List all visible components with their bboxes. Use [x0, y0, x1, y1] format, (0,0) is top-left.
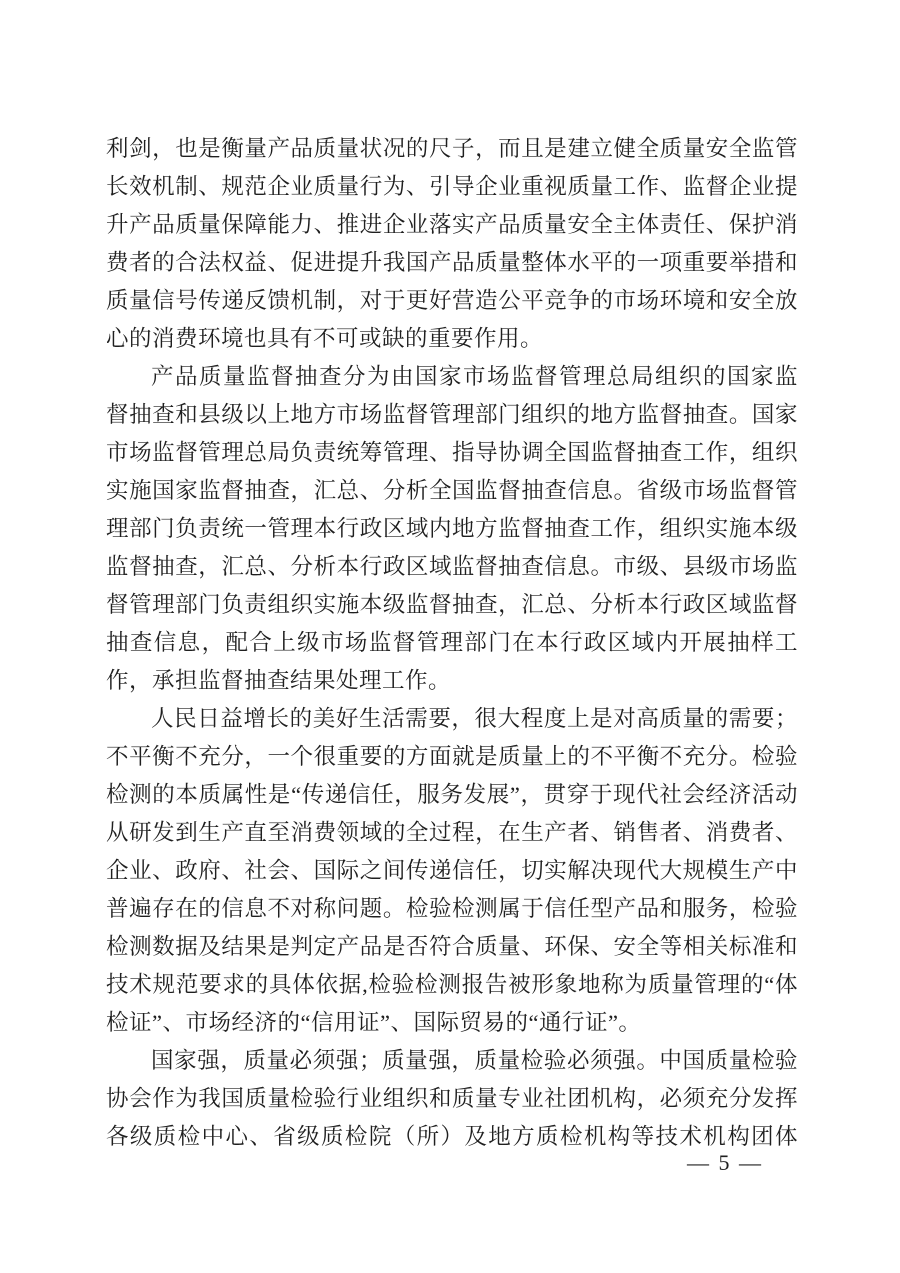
text-line: 不平衡不充分，一个很重要的方面就是质量上的不平衡不充分。检验: [106, 744, 798, 769]
text-line: 监督抽查，汇总、分析本行政区域监督抽查信息。市级、县级市场监: [106, 554, 798, 579]
text-line: 人民日益增长的美好生活需要，很大程度上是对高质量的需要；: [151, 706, 798, 731]
text-block: [106, 130, 798, 1156]
paragraph: [106, 1042, 798, 1156]
text-line: 协会作为我国质量检验行业组织和质量专业社团机构，必须充分发挥: [106, 1086, 798, 1111]
text-line: 从研发到生产直至消费领域的全过程，在生产者、销售者、消费者、: [106, 820, 798, 845]
text-line: 检证”、市场经济的“信用证”、国际贸易的“通行证”。: [106, 1010, 642, 1035]
text-line: 抽查信息，配合上级市场监督管理部门在本行政区域内开展抽样工: [106, 630, 798, 655]
text-line: 国家强，质量必须强；质量强，质量检验必须强。中国质量检验: [151, 1048, 798, 1073]
text-line: 理部门负责统一管理本行政区域内地方监督抽查工作，组织实施本级: [106, 516, 798, 541]
text-line: 检测的本质属性是“传递信任，服务发展”，贯穿于现代社会经济活动: [106, 782, 798, 807]
text-line: 市场监督管理总局负责统筹管理、指导协调全国监督抽查工作，组织: [106, 440, 798, 465]
text-line: 检测数据及结果是判定产品是否符合质量、环保、安全等相关标准和: [106, 934, 798, 959]
text-line: 各级质检中心、省级质检院（所）及地方质检机构等技术机构团体: [106, 1124, 798, 1149]
paragraph: [106, 700, 798, 1042]
text-line: 升产品质量保障能力、推进企业落实产品质量安全主体责任、保护消: [106, 212, 798, 237]
paragraph: [106, 130, 798, 358]
text-line: 督抽查和县级以上地方市场监督管理部门组织的地方监督抽查。国家: [106, 402, 798, 427]
text-line: 作，承担监督抽查结果处理工作。: [106, 668, 452, 693]
paragraph: [106, 358, 798, 700]
text-line: 质量信号传递反馈机制，对于更好营造公平竞争的市场环境和安全放: [106, 288, 798, 313]
text-line: 实施国家监督抽查，汇总、分析全国监督抽查信息。省级市场监督管: [106, 478, 798, 503]
text-line: 督管理部门负责组织实施本级监督抽查，汇总、分析本行政区域监督: [106, 592, 798, 617]
text-line: 心的消费环境也具有不可或缺的重要作用。: [106, 326, 544, 351]
text-line: 技术规范要求的具体依据,检验检测报告被形象地称为质量管理的“体: [106, 972, 798, 997]
text-line: 产品质量监督抽查分为由国家市场监督管理总局组织的国家监: [151, 364, 798, 389]
text-line: 利剑，也是衡量产品质量状况的尺子，而且是建立健全质量安全监管: [106, 136, 798, 161]
text-line: 普遍存在的信息不对称问题。检验检测属于信任型产品和服务，检验: [106, 896, 798, 921]
text-line: 企业、政府、社会、国际之间传递信任，切实解决现代大规模生产中: [106, 858, 798, 883]
page-number: — 5 —: [687, 1150, 763, 1175]
text-line: 长效机制、规范企业质量行为、引导企业重视质量工作、监督企业提: [106, 174, 798, 199]
text-line: 费者的合法权益、促进提升我国产品质量整体水平的一项重要举措和: [106, 250, 798, 275]
